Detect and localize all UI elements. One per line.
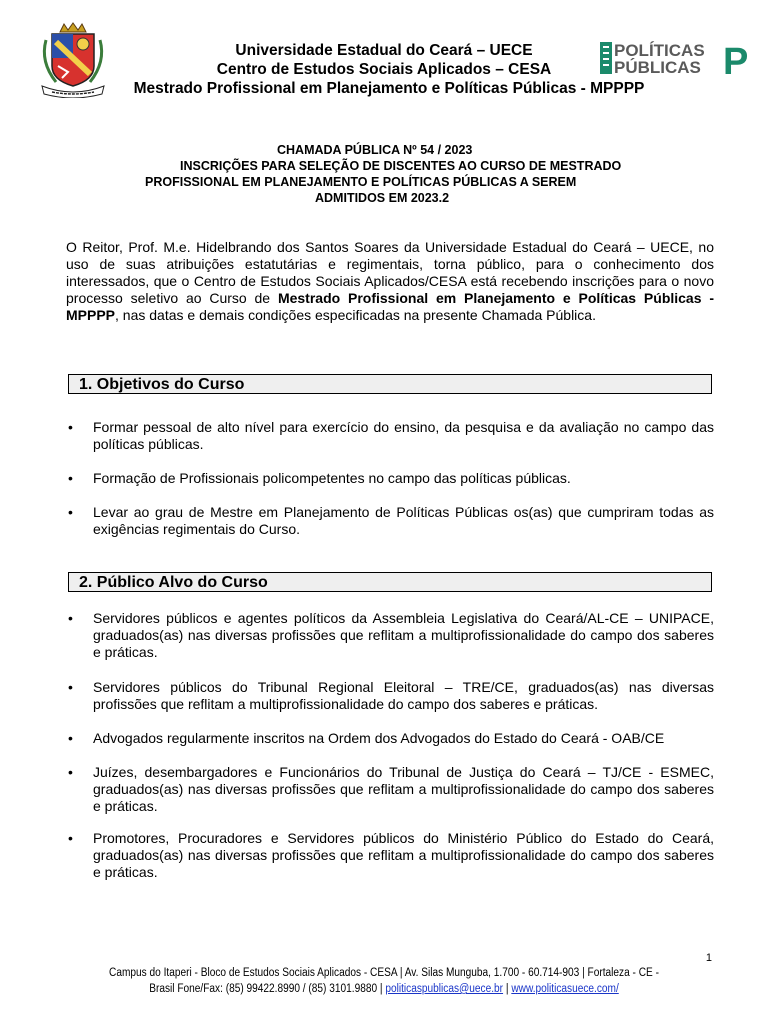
header-center: Centro de Estudos Sociais Aplicados – CESA	[216, 61, 552, 78]
intro-program-name: Mestrado Profissional em Planejamento e Políticas Públicas - MPPPP	[66, 290, 714, 323]
logo-letter-p: P	[723, 41, 749, 76]
logo-text-top: POLÍTICAS	[614, 41, 705, 60]
list-item	[66, 419, 714, 453]
list-item-text: Formar pessoal de alto nível para exercício do ensino, da pesquisa e da avaliação no campo das políticas públicas.	[93, 419, 714, 452]
list-item-text: Levar ao grau de Mestre em Planejamento de Políticas Públicas os(as) que cumpriram todas as exigências regimentais do Curso.	[93, 504, 714, 537]
intro-paragraph	[66, 239, 714, 324]
list-item-text: Juízes, desembargadores e Funcionários do Tribunal de Justiça do Ceará – TJ/CE - ESMEC, graduados(as) nas diversas profissões que reflitam a multiprofissionalidade do campo dos saberes e práticas.	[93, 764, 714, 814]
bullet-icon: •	[68, 830, 73, 846]
footer-phone: Brasil Fone/Fax: (85) 99422.8990 / (85) 3101.9880 |	[149, 983, 386, 995]
page-number: 1	[705, 952, 712, 964]
list-item	[66, 470, 714, 487]
list-item-text: Servidores públicos e agentes políticos da Assembleia Legislativa do Ceará/AL-CE – UNIPACE, graduados(as) nas diversas profissões que reflitam a multiprofissionalidade do campo dos saberes e práticas.	[93, 610, 714, 660]
bullet-icon: •	[68, 610, 73, 626]
list-item-text: Advogados regularmente inscritos na Ordem dos Advogados do Estado do Ceará - OAB/CE	[93, 730, 665, 746]
bullet-icon: •	[68, 419, 73, 435]
call-number: CHAMADA PÚBLICA Nº 54 / 2023	[277, 143, 473, 157]
bullet-icon: •	[68, 730, 73, 746]
section-2-header	[68, 572, 712, 592]
list-item	[66, 764, 714, 815]
footer-address: Campus do Itaperi - Bloco de Estudos Sociais Aplicados - CESA | Av. Silas Munguba, 1.700 - 60.714-903 | Fortaleza - CE -	[109, 967, 659, 979]
list-item	[66, 730, 714, 747]
list-item	[66, 504, 714, 538]
section-1-header	[68, 374, 712, 394]
list-item-text: Servidores públicos do Tribunal Regional Eleitoral – TRE/CE, graduados(as) nas diversas profissões que reflitam a multiprofissionalidade do campo dos saberes e práticas.	[93, 679, 714, 712]
email-link[interactable]: politicaspublicas@uece.br	[385, 983, 504, 995]
section-2-title: 2. Público Alvo do Curso	[79, 574, 268, 591]
list-item	[66, 679, 714, 713]
header-program: Mestrado Profissional em Planejamento e Políticas Públicas - MPPPP	[133, 80, 645, 97]
intro-text-start: O Reitor, Prof. M.e. Hidelbrando dos Santos Soares da Universidade Estadual do Ceará – UECE, no uso de suas atribuições estatutárias e regimentais, torna público, para o conhecimento dos interessados, que o Centro de Estudos Sociais Aplicados/CESA está recebendo inscrições para o novo processo seletivo ao Curso de	[66, 239, 714, 306]
call-title-line-1: INSCRIÇÕES PARA SELEÇÃO DE DISCENTES AO CURSO DE MESTRADO	[180, 159, 622, 173]
bullet-icon: •	[68, 764, 73, 780]
call-title-line-2: PROFISSIONAL EM PLANEJAMENTO E POLÍTICAS PÚBLICAS A SEREM	[145, 175, 577, 189]
list-item-text: Formação de Profissionais policompetentes no campo das políticas públicas.	[93, 470, 571, 486]
website-link[interactable]: www.politicasuece.com/	[511, 983, 619, 995]
header-university: Universidade Estadual do Ceará – UECE	[235, 42, 533, 59]
bullet-icon: •	[68, 470, 73, 486]
bullet-icon: •	[68, 679, 73, 695]
logo-text-bottom: PÚBLICAS	[614, 58, 701, 76]
bullet-icon: •	[68, 504, 73, 520]
list-item	[66, 610, 714, 661]
footer-contact	[46, 981, 722, 997]
call-title-line-3: ADMITIDOS EM 2023.2	[315, 191, 450, 205]
list-item-text: Promotores, Procuradores e Servidores públicos do Ministério Público do Estado do Ceará, graduados(as) nas diversas profissões que reflitam a multiprofissionalidade do campo dos saberes e práticas.	[93, 830, 714, 880]
section-1-title: 1. Objetivos do Curso	[79, 376, 245, 393]
intro-text-end: , nas datas e demais condições especificadas na presente Chamada Pública.	[115, 307, 596, 323]
footer-separator: |	[503, 983, 512, 995]
list-item	[66, 830, 714, 881]
